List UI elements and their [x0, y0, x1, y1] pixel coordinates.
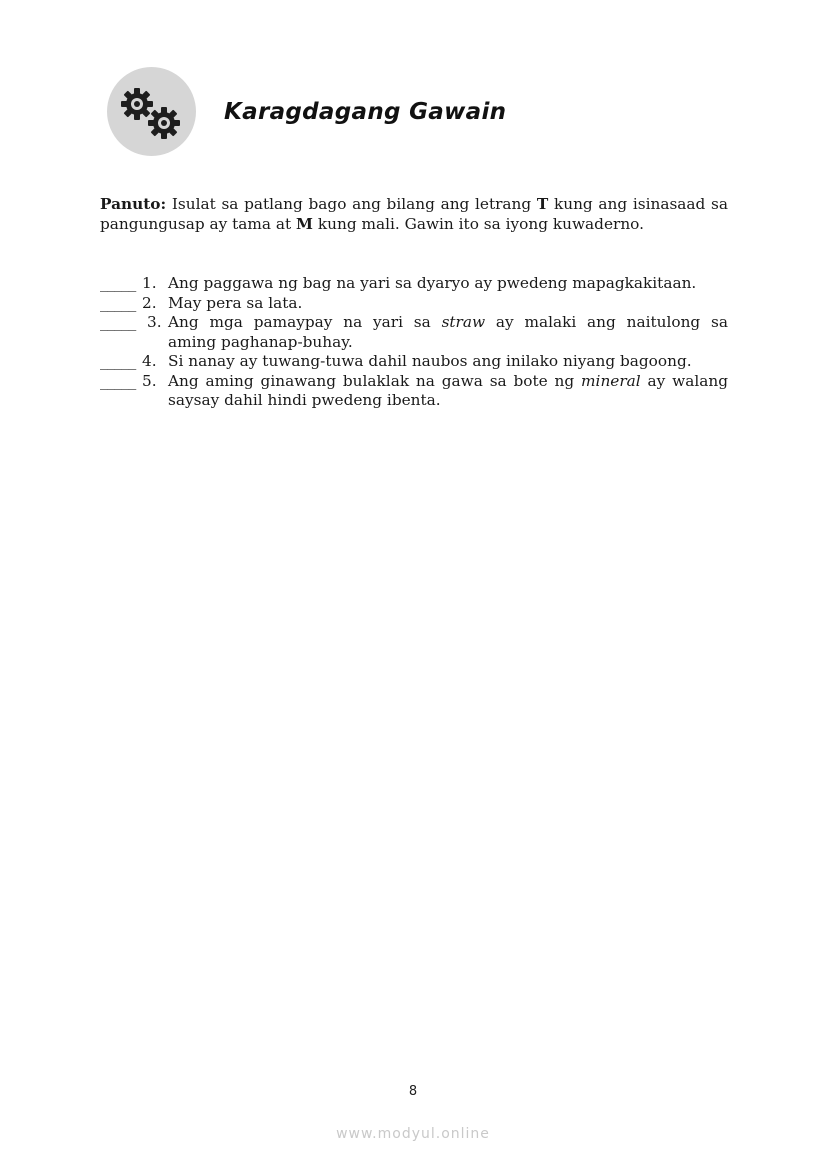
exercise-item-2	[100, 294, 728, 314]
item-number-5: 5.	[142, 371, 157, 390]
item-text-3-line-1	[168, 313, 728, 333]
instructions-text-3: kung mali. Gawin ito sa iyong kuwaderno.	[312, 215, 644, 233]
item-number-4: 4.	[142, 352, 157, 370]
item-text-5-after: ay walang	[640, 371, 728, 390]
item-text-4: Si nanay ay tuwang-tuwa dahil naubos ang inilako niyang bagoong.	[168, 352, 692, 370]
watermark: www.modyul.online	[336, 1126, 490, 1142]
item-text-5-italic: mineral	[581, 371, 641, 390]
gears-icon-graphic	[107, 67, 196, 156]
item-text-1: Ang paggawa ng bag na yari sa dyaryo ay pwedeng mapagkakitaan.	[168, 274, 697, 292]
item-text-3-before: Ang mga pamaypay na yari sa	[168, 313, 442, 331]
item-number-3: 3.	[147, 313, 162, 331]
item-text-2: May pera sa lata.	[168, 293, 303, 312]
item-text-5-before: Ang aming ginawang bulaklak na gawa sa bote ng	[168, 371, 582, 390]
item-text-5	[168, 372, 728, 411]
instructions-text-2: kung ang isinasaad sa pangungusap ay tama at	[100, 195, 728, 233]
instructions-label: Panuto:	[100, 195, 167, 213]
exercise-item-4	[100, 352, 728, 372]
item-text-3	[168, 313, 728, 352]
answer-blank-3[interactable]: _____	[100, 313, 136, 331]
answer-blank-2[interactable]: _____	[100, 293, 136, 312]
exercise-item-5	[100, 372, 728, 411]
answer-blank-4[interactable]: _____	[100, 352, 136, 370]
exercise-item-3	[100, 313, 728, 352]
page-number: 8	[408, 1084, 418, 1099]
section-title: Karagdagang Gawain	[224, 99, 507, 125]
item-text-5-continuation: saysay dahil hindi pwedeng ibenta.	[168, 391, 441, 409]
item-text-3-continuation: aming paghanap-buhay.	[168, 332, 353, 351]
gears-icon	[107, 67, 196, 156]
letter-t: T	[536, 195, 549, 213]
instructions-paragraph	[100, 194, 728, 234]
instructions-text-1: Isulat sa patlang bago ang bilang ang letrang	[166, 195, 537, 213]
exercise-list	[100, 274, 728, 411]
answer-blank-1[interactable]: _____	[100, 274, 136, 292]
exercise-item-1	[100, 274, 728, 294]
answer-blank-5[interactable]: _____	[100, 371, 136, 390]
item-text-5-line-1	[168, 372, 728, 392]
item-text-3-after: ay malaki ang naitulong sa	[485, 313, 728, 331]
item-text-3-italic: straw	[441, 313, 486, 331]
letter-m: M	[296, 215, 313, 233]
item-number-1: 1.	[142, 274, 157, 292]
item-number-2: 2.	[142, 293, 157, 312]
